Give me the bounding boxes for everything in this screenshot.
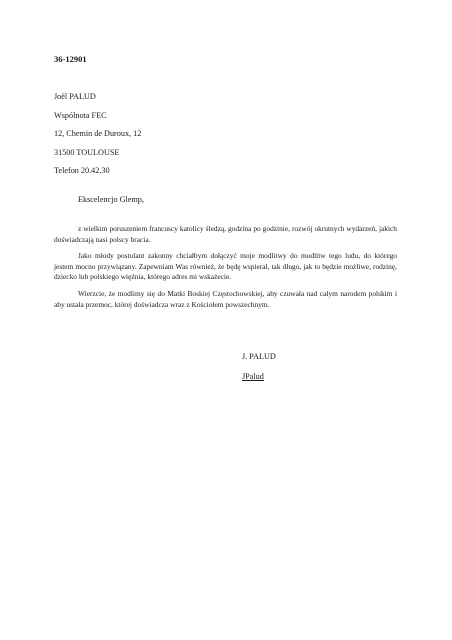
sender-block	[54, 88, 141, 181]
sender-phone: Telefon 20.42.30	[54, 166, 110, 175]
reference-number: 36-12901	[54, 54, 87, 64]
sender-street: 12, Chemin de Duroux, 12	[54, 129, 142, 138]
letter-body	[54, 224, 397, 316]
body-paragraph-3: Wierzcie, że modlimy się do Matki Boskiej Częstochowskiej, aby czuwała nad całym narodem polskim i aby ustała przemoc, której doświadcza wraz z Kościołem powszechnym.	[54, 288, 397, 309]
signature-handwritten: JPalud	[242, 372, 264, 381]
salutation: Ekscelencjo Glemp,	[78, 195, 144, 204]
body-paragraph-1: z wielkim poruszeniem francuscy katolicy śledzą, godzina po godzinie, rozwój okrutnych wydarzeń, jakich doświadczają nasi polscy bracia.	[54, 224, 397, 244]
signature-name: J. PALUD	[242, 352, 276, 361]
body-paragraph-2: Jako młody postulant zakonny chciałbym dołączyć moje modlitwy do modlitw tego ludu, do którego jestem mocno przywiązany. Zapewniam Was również, że będę wspierał, tak długo, jak to będzie możliwe, rodzinę, dziecko lub polskiego więźnia, którego adres mi wskażecie.	[54, 251, 397, 282]
sender-name: Joël PALUD	[54, 92, 96, 101]
sender-city: 31500 TOULOUSE	[54, 147, 120, 157]
sender-organization: Wspólnota FEC	[54, 110, 107, 120]
